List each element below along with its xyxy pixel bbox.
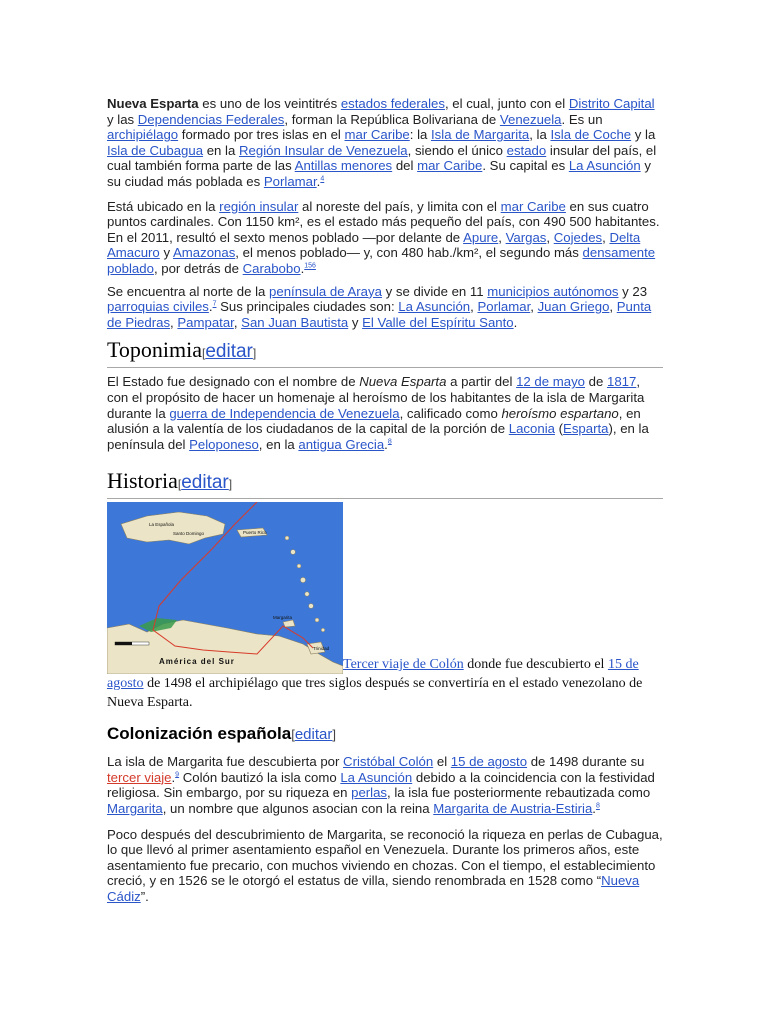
text: debido a la coincidencia con la festividad religiosa. Sin embargo, por su riqueza en [107,769,655,801]
link-margarita-de-austria-estiria[interactable]: Margarita de Austria-Estiria [433,801,593,817]
text: , [602,229,610,245]
reference-link[interactable]: 9 [175,771,180,779]
section-heading-toponimia [107,337,663,368]
map-label-la-espanola: La Española [149,522,175,528]
text: del [392,158,418,174]
link-peloponeso[interactable]: Peloponeso [189,436,259,452]
text: . [384,436,388,452]
edit-link-toponimia[interactable]: editar [205,341,253,363]
link-vargas[interactable]: Vargas [505,229,547,245]
text: : la [409,127,432,143]
edit-bracket: ] [228,477,233,492]
link-region-insular[interactable]: Región Insular de Venezuela [239,142,408,158]
text: , la [529,127,551,143]
link-laconia[interactable]: Laconia [508,421,555,437]
link-municipios-autonomos[interactable]: municipios autónomos [487,283,619,299]
text: . [592,801,596,817]
link-15-de-agosto[interactable]: 15 de agosto [107,657,639,692]
text: , en la [258,436,299,452]
reference-link[interactable]: 156 [304,262,316,270]
link-venezuela[interactable]: Venezuela [499,111,562,127]
link-mar-caribe-3[interactable]: mar Caribe [500,198,566,214]
link-el-valle-del-espiritu-santo[interactable]: El Valle del Espíritu Santo [362,314,514,330]
link-porlamar-2[interactable]: Porlamar [477,299,531,315]
intro-paragraph-2 [107,199,663,277]
text: , forman la República Bolivariana de [284,111,500,127]
toponimia-paragraph [107,374,663,452]
text: , [498,229,506,245]
link-1817[interactable]: 1817 [607,374,637,390]
edit-bracket: [ [291,727,295,743]
map-label-margarita: Margarita [273,615,293,621]
link-isla-de-margarita[interactable]: Isla de Margarita [431,127,530,143]
text: formado por tres islas en el [178,127,345,143]
text: La isla de Margarita fue descubierta por [107,754,344,770]
link-la-asuncion-3[interactable]: La Asunción [340,769,413,785]
link-mar-caribe-2[interactable]: mar Caribe [417,158,483,174]
text: a partir del [446,374,517,390]
link-densamente-poblado[interactable]: densamente poblado [107,245,656,276]
link-isla-de-coche[interactable]: Isla de Coche [550,127,632,143]
reference-link[interactable]: 8 [595,802,600,810]
link-12-de-mayo[interactable]: 12 de mayo [516,374,585,390]
article-body [107,96,663,905]
edit-link-historia[interactable]: editar [181,472,229,494]
text: , la isla fue posteriormente rebautizada como [387,785,651,801]
text: ( [554,421,564,437]
link-nueva-cadiz[interactable]: Nueva Cádiz [107,873,640,905]
text: , [609,299,617,315]
text: , [546,229,554,245]
text: , el cual, junto con el [444,96,569,111]
link-delta-amacuro[interactable]: Delta Amacuro [107,229,641,261]
link-region-insular-2[interactable]: región insular [219,198,299,214]
text: Está ubicado en la [107,198,220,214]
colonizacion-paragraph-1 [107,754,663,816]
text: . Es un [561,111,603,127]
intro-paragraph-1 [107,96,663,190]
text: Sus principales ciudades son: [216,299,399,315]
link-tercer-viaje-de-colon[interactable]: Tercer viaje de Colón [343,657,464,673]
link-dependencias-federales[interactable]: Dependencias Federales [137,111,285,127]
edit-bracket: [ [202,346,206,361]
link-cojedes[interactable]: Cojedes [553,229,603,245]
link-san-juan-bautista[interactable]: San Juan Bautista [241,314,349,330]
text: y se divide en 11 [381,283,488,299]
map-label-america-del-sur: América del Sur [159,657,235,667]
link-perlas[interactable]: perlas [351,785,388,801]
link-antigua-grecia[interactable]: antigua Grecia [298,436,385,452]
text: , con el propósito de hacer un homenaje al heroísmo de los habitantes de la isla de Margarita durante la [107,374,645,421]
link-parroquias-civiles[interactable]: parroquias civiles [107,299,209,315]
text: , [170,314,178,330]
text: de 1498 durante su [527,754,645,770]
text: . [513,314,518,330]
link-antillas-menores[interactable]: Antillas menores [294,158,393,174]
text: de 1498 el archipiélago que tres siglos después se convertiría en el estado venezolano de Nueva Esparta. [107,676,643,711]
text: y su ciudad más poblada es [107,158,651,189]
text: y 23 [618,283,648,299]
text: y [348,314,363,330]
intro-paragraph-3 [107,284,663,331]
edit-bracket: [ [177,477,182,492]
text: Se encuentra al norte de la [107,283,270,299]
text: es uno de los veintitrés [198,96,341,111]
text: en sus cuatro puntos cardinales. Con 1150 km², es el estado más pequeño del país, con 490 500 habitantes. En el 2011, resultó el sexto menos poblado —por delante de [107,198,660,245]
reference-link[interactable]: 8 [387,438,392,446]
text: y las [107,111,138,127]
text: El Estado fue designado con el nombre de [107,374,360,390]
link-peninsula-de-araya[interactable]: península de Araya [269,283,382,299]
text: ), en la península del [107,421,649,452]
text: . [171,769,176,785]
text: el [433,754,451,770]
text: en la [203,142,239,158]
link-estados-federales[interactable]: estados federales [340,96,445,111]
text: , [233,314,242,330]
text: , siendo el único [407,142,507,158]
text: , por detrás de [153,260,243,276]
map-label-trinidad: Trinidad [313,646,330,652]
edit-bracket: ] [252,346,257,361]
section-heading-historia [107,468,663,499]
text: insular del país, el cual también forma parte de las [107,142,657,174]
heading-text: Toponimia [107,337,203,363]
colonizacion-paragraph-2 [107,827,663,905]
edit-bracket: ] [332,727,336,743]
link-la-asuncion[interactable]: La Asunción [568,158,641,174]
link-juan-griego[interactable]: Juan Griego [537,299,610,315]
map-label-puerto-rico: Puerto Rico [243,530,267,536]
text-italic: heroísmo espartano [501,405,619,421]
link-esparta[interactable]: Esparta [563,421,609,437]
text: de [585,374,607,390]
link-mar-caribe[interactable]: mar Caribe [344,127,410,143]
text: Colón bautizó la isla como [179,769,341,785]
link-estado[interactable]: estado [506,142,547,158]
link-pampatar[interactable]: Pampatar [177,314,234,330]
text: . [300,260,305,276]
link-isla-de-cubagua[interactable]: Isla de Cubagua [107,142,204,158]
text: donde fue descubierto el [463,657,608,673]
link-archipielago[interactable]: archipiélago [107,127,179,143]
link-porlamar[interactable]: Porlamar [263,173,317,189]
text: , en alusión a la valentía de los ciudadanos de la capital de la porción de [107,405,641,437]
link-apure[interactable]: Apure [463,229,499,245]
link-cristobal-colon[interactable]: Cristóbal Colón [343,754,434,770]
link-15-de-agosto-2[interactable]: 15 de agosto [450,754,528,770]
map-label-santo-domingo: Santo Domingo [173,531,205,537]
link-tercer-viaje-missing[interactable]: tercer viaje [107,769,172,785]
link-la-asuncion-2[interactable]: La Asunción [398,299,471,315]
heading-text: Historia [107,468,178,494]
reference-link[interactable]: 7 [212,300,217,308]
text: , [470,299,478,315]
link-guerra-de-independencia[interactable]: guerra de Independencia de Venezuela [169,405,400,421]
text: , [530,299,538,315]
map-tercer-viaje-de-colon[interactable] [107,502,343,674]
link-amazonas[interactable]: Amazonas [172,245,236,261]
reference-link[interactable]: 4 [320,175,325,183]
text: , un nombre que algunos asocian con la reina [162,801,434,817]
historia-figure [107,502,663,712]
text: . [208,299,213,315]
edit-link-colonizacion[interactable]: editar [294,726,333,744]
text: ”. [140,889,149,905]
text: , el menos poblado— y, con 480 hab./km², el segundo más [235,245,583,261]
article-subject: Nueva Esparta [107,96,199,111]
section-heading-colonizacion [107,724,663,745]
link-carabobo[interactable]: Carabobo [242,260,301,276]
link-punta-de-piedras[interactable]: Punta de Piedras [107,299,652,330]
text: y [159,245,173,261]
text: , calificado como [399,405,502,421]
text: Poco después del descubrimiento de Margarita, se reconoció la riqueza en perlas de Cubagua, lo que llevó al primer asentamiento español en Venezuela. Durante los primeros años, este asentamiento fue precario, con muchos viviendo en chozas. Con el tiempo, el establecimiento creció, y en 1526 se le otorgó el estatus de villa, siendo renombrada en 1528 como “ [107,826,663,889]
text-italic: Nueva Esparta [359,374,447,390]
text: . Su capital es [482,158,569,174]
link-distrito-capital[interactable]: Distrito Capital [568,96,655,111]
heading-text: Colonización española [107,724,292,744]
text: al noreste del país, y limita con el [298,198,501,214]
text: y la [631,127,656,143]
map-scale-bar [115,642,149,645]
link-margarita[interactable]: Margarita [107,801,163,817]
text: . [316,173,321,189]
